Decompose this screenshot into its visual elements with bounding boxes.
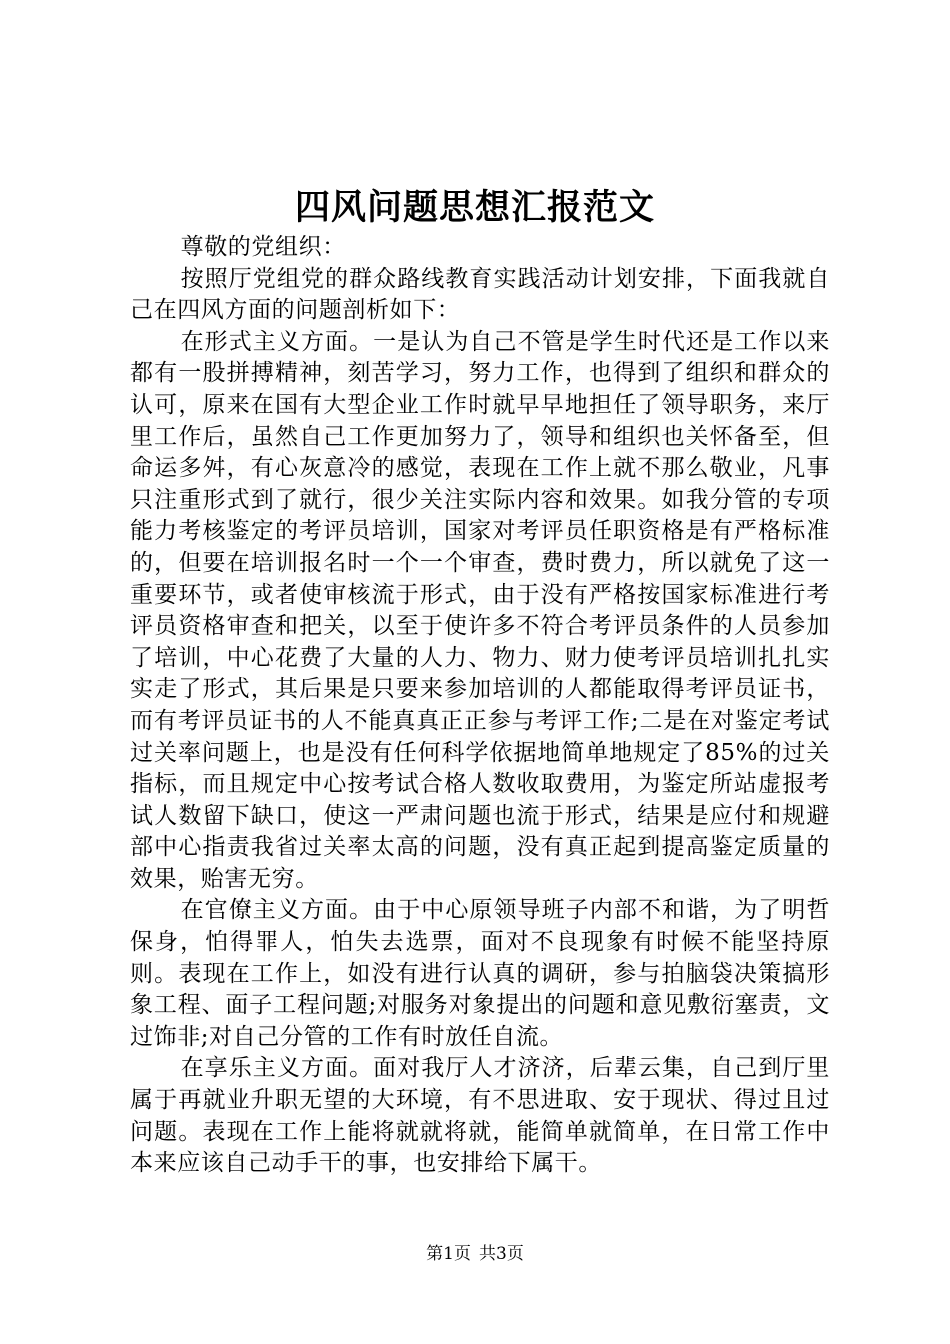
salutation-paragraph: 尊敬的党组织： bbox=[180, 234, 346, 260]
formalism-paragraph: 在形式主义方面。一是认为自己不管是学生时代还是工作以来都有一股拼搏精神，刻苦学习，努力工作，也得到了组织和群众的认可，原来在国有大型企业工作时就早早地担任了领导职务，来厅里工作后，虽然自己工作更加努力了，领导和组织也关怀备至，但命运多舛，有心灰意冷的感觉，表现在工作上就不那么敬业，凡事只注重形式到了就行，很少关注实际内容和效果。如我分管的专项能力考核鉴定的考评员培训，国家对考评员任职资格是有严格标准的，但要在培训报名时一个一个审查，费时费力，所以就免了这一重要环节，或者使审核流于形式，由于没有严格按国家标准进行考评员资格审查和把关，以至于使许多不符合考评员条件的人员参加了培训，中心花费了大量的人力、物力、财力使考评员培训扎扎实实走了形式，其后果是只要来参加培训的人都能取得考评员证书，而有考评员证书的人不能真真正正参与考评工作;二是在对鉴定考试过关率问题上，也是没有任何科学依据地简单地规定了85%的过关指标，而且规定中心按考试合格人数收取费用，为鉴定所站虚报考试人数留下缺口，使这一严肃问题也流于形式，结果是应付和规避部中心指责我省过关率太高的问题，没有真正起到提高鉴定质量的效果，贻害无穷。 bbox=[130, 328, 830, 892]
document-body bbox=[130, 232, 830, 1180]
document-title: 四风问题思想汇报范文 bbox=[294, 187, 655, 228]
intro-paragraph: 按照厅党组党的群众路线教育实践活动计划安排，下面我就自己在四风方面的问题剖析如下： bbox=[130, 265, 830, 324]
page-footer bbox=[0, 1242, 950, 1266]
hedonism-paragraph: 在享乐主义方面。面对我厅人才济济，后辈云集，自己到厅里属于再就业升职无望的大环境，有不思进取、安于现状、得过且过问题。表现在工作上能将就就将就，能简单就简单，在日常工作中本来应该自己动手干的事，也安排给下属干。 bbox=[130, 1055, 830, 1177]
page-number: 第1页 bbox=[426, 1244, 471, 1264]
bureaucracy-paragraph: 在官僚主义方面。由于中心原领导班子内部不和谐，为了明哲保身，怕得罪人，怕失去选票，面对不良现象有时候不能坚持原则。表现在工作上，如没有进行认真的调研，参与拍脑袋决策搞形象工程、面子工程问题;对服务对象提出的问题和意见敷衍塞责，文过饰非;对自己分管的工作有时放任自流。 bbox=[130, 897, 830, 1050]
page-total: 共3页 bbox=[479, 1244, 524, 1264]
